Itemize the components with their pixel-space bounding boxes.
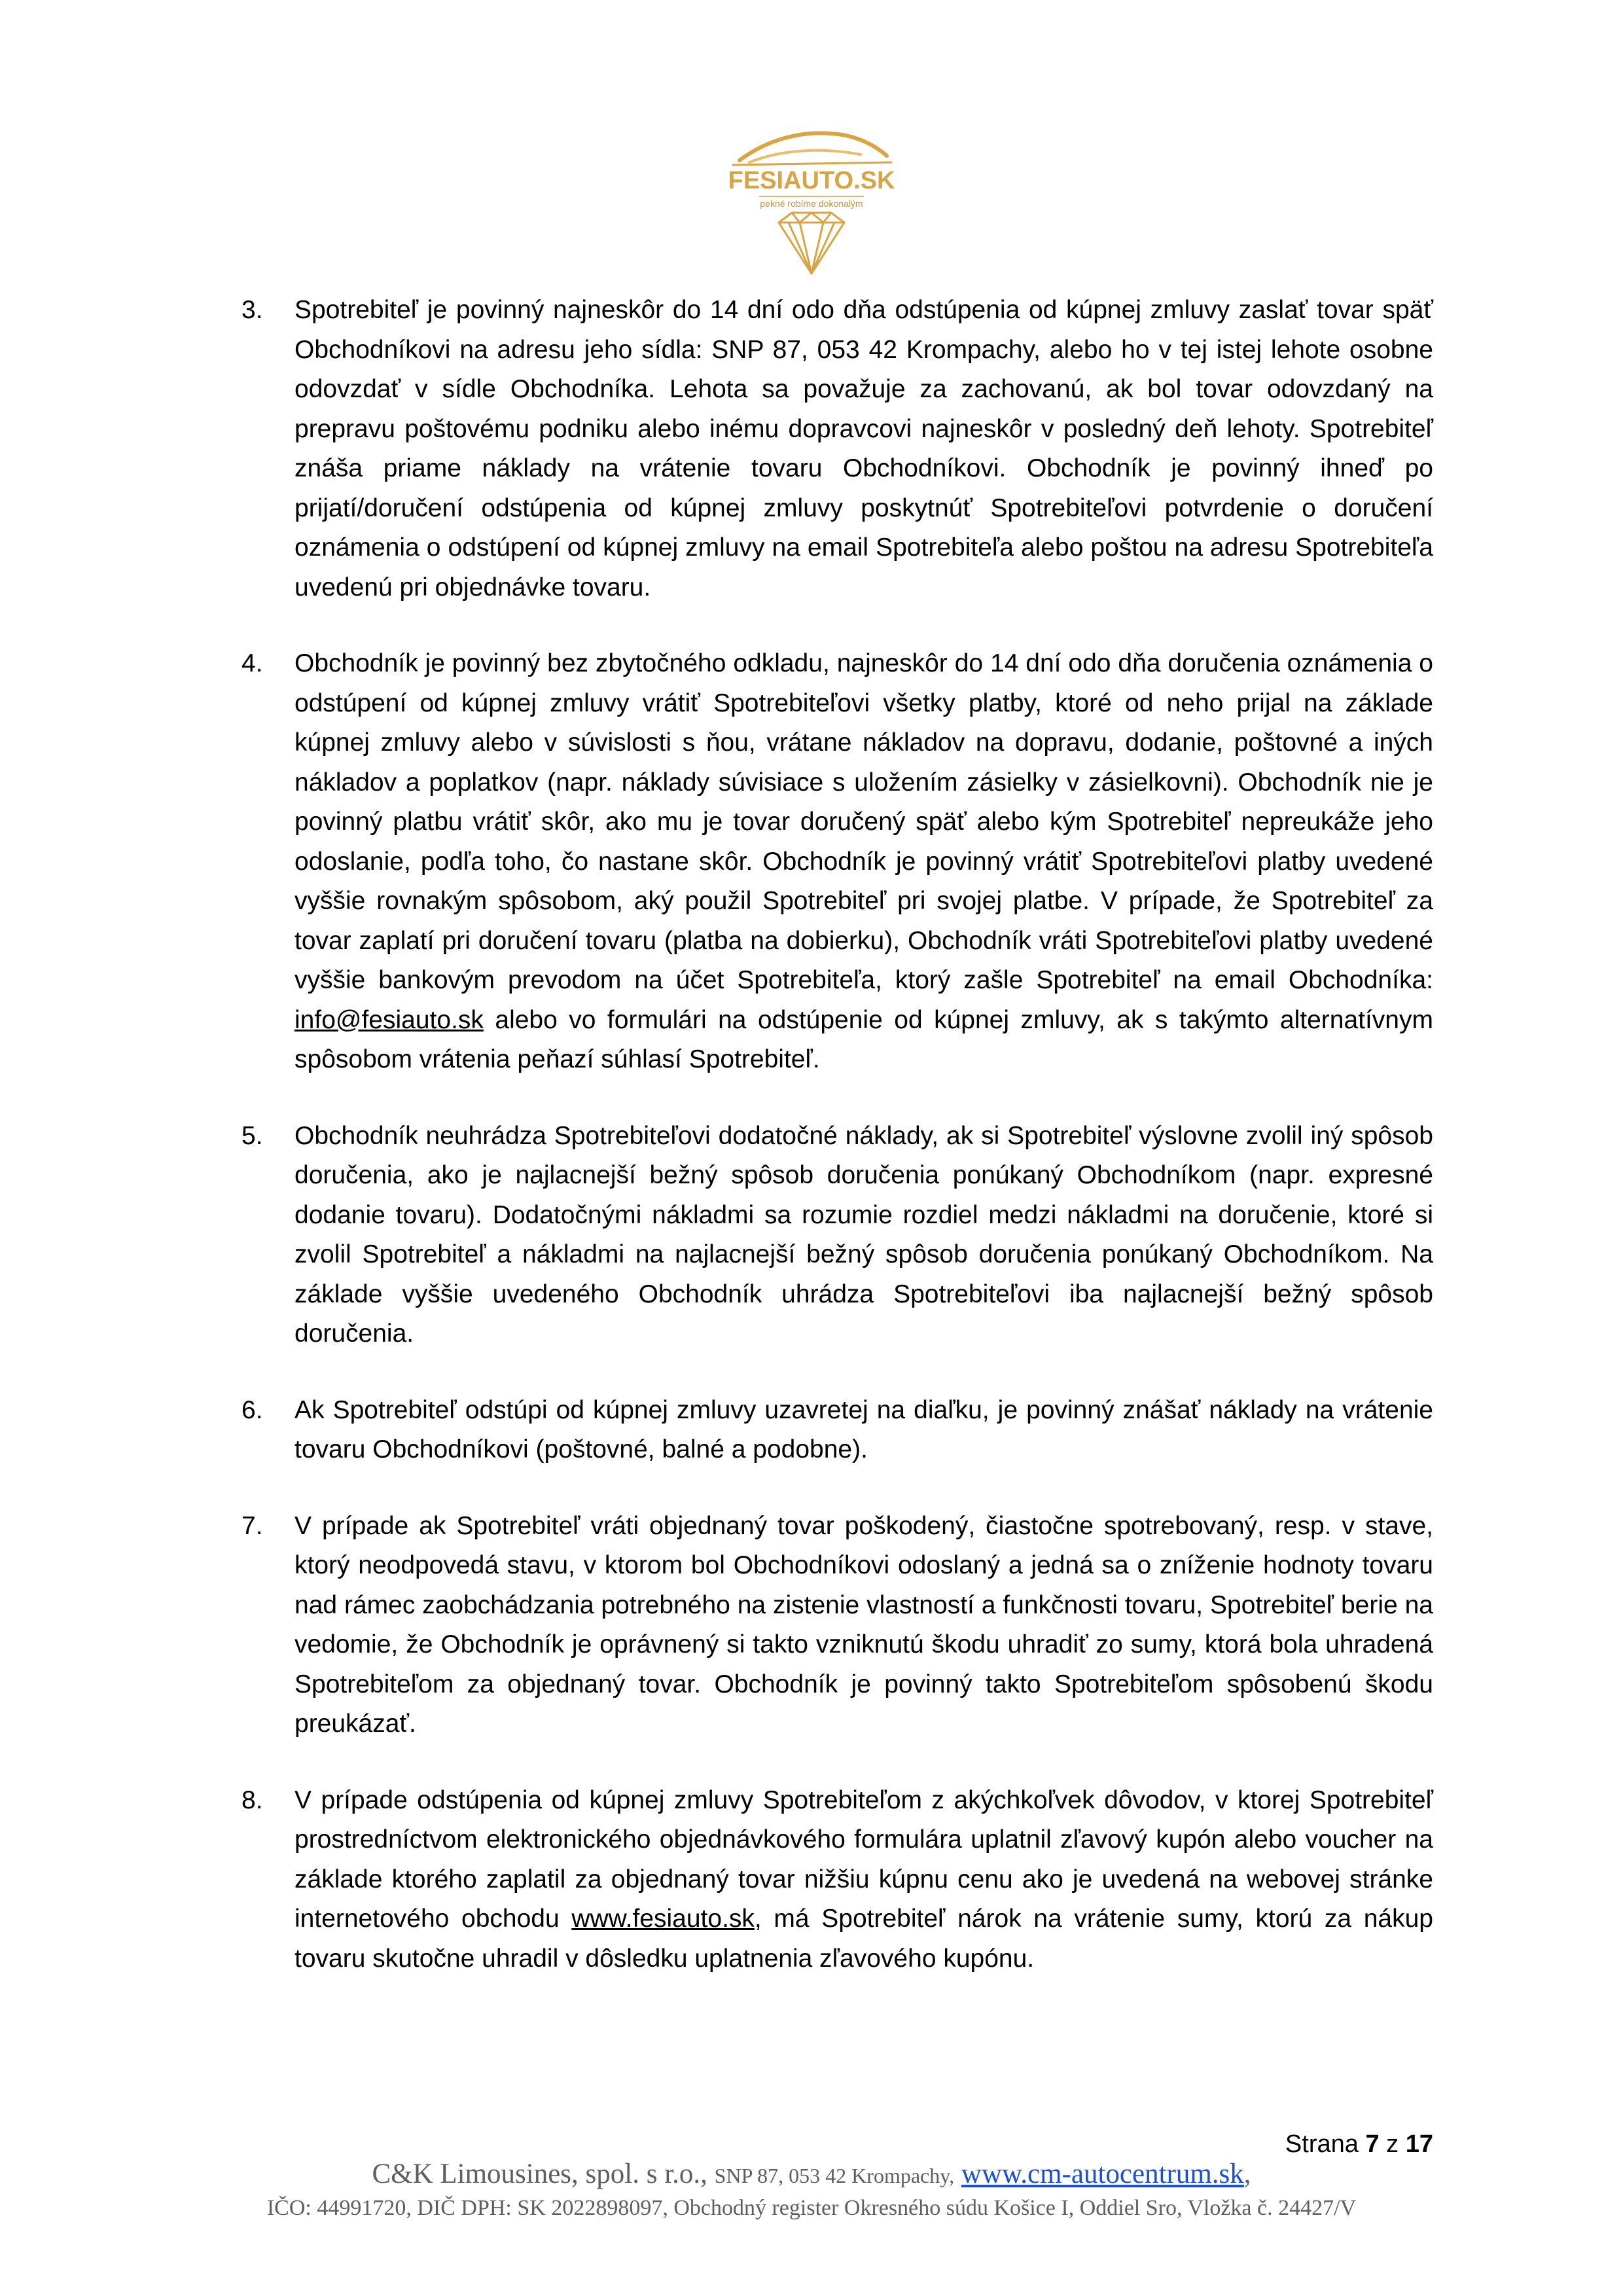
list-item xyxy=(236,1507,1433,1744)
item-text: Obchodník neuhrádza Spotrebiteľovi dodatočné náklady, ak si Spotrebiteľ výslovne zvolil iný spôsob doručenia, ako je najlacnejší bežný spôsob doručenia ponúkaný Obchodníkom (napr. expresné dodanie tovaru). Dodatočnými nákladmi sa rozumie rozdiel medzi nákladmi na doručenie, ktoré si zvolil Spotrebiteľ a nákladmi na najlacnejší bežný spôsob doručenia ponúkaný Obchodníkom. Na základe vyššie uvedeného Obchodník uhrádza Spotrebiteľovi iba najlacnejší bežný spôsob doručenia. xyxy=(294,1121,1433,1348)
item-text-continued: , má Spotrebiteľ nárok na vrátenie sumy, ktorú za nákup tovaru skutočne uhradil v dôsledku uplatnenia zľavového kupónu. xyxy=(294,1905,1434,1973)
website-link[interactable]: www.fesiauto.sk xyxy=(571,1905,755,1933)
logo-text: FESIAUTO.SK xyxy=(728,167,895,194)
item-number: 5. xyxy=(241,1121,263,1150)
item-number: 8. xyxy=(241,1785,263,1814)
page-separator: z xyxy=(1386,2130,1399,2158)
list-item xyxy=(236,644,1433,1080)
item-text: Obchodník je povinný bez zbytočného odkladu, najneskôr do 14 dní odo dňa doručenia oznámenia o odstúpení od kúpnej zmluvy vrátiť Spotrebiteľovi všetky platby, ktoré od neho prijal na základe kúpnej zmluvy alebo v súvislosti s ňou, vrátane nákladov na dopravu, dodanie, poštovné a iných nákladov a poplatkov (napr. náklady súvisiace s uložením zásielky v zásielkovni). Obchodník nie je povinný platbu vrátiť skôr, ako mu je tovar doručený späť alebo kým Spotrebiteľ nepreukáže jeho odoslanie, podľa toho, čo nastane skôr. Obchodník je povinný vrátiť Spotrebiteľovi platby uvedené vyššie rovnakým spôsobom, aký použil Spotrebiteľ pri svojej platbe. V prípade, že Spotrebiteľ za tovar zaplatí pri doručení tovaru (platba na dobierku), Obchodník vráti Spotrebiteľovi platby uvedené vyššie bankovým prevodom na účet Spotrebiteľa, ktorý zašle Spotrebiteľ na email Obchodníka: xyxy=(294,649,1433,994)
list-item xyxy=(236,1781,1433,1979)
page-label: Strana xyxy=(1285,2130,1359,2158)
item-text: V prípade ak Spotrebiteľ vráti objednaný tovar poškodený, čiastočne spotrebovaný, resp. v stave, ktorý neodpovedá stavu, v ktorom bol Obchodníkovi odoslaný a jedná sa o zníženie hodnoty tovaru nad rámec zaobchádzania potrebného na zistenie vlastností a funkčnosti tovaru, Spotrebiteľ berie na vedomie, že Obchodník je oprávnený si takto vzniknutú škodu uhradiť zo sumy, ktorá bola uhradená Spotrebiteľom za objednaný tovar. Obchodník je povinný takto Spotrebiteľom spôsobenú škodu preukázať. xyxy=(294,1511,1433,1738)
logo-graphic xyxy=(720,124,903,281)
footer-registry: IČO: 44991720, DIČ DPH: SK 2022898097, Obchodný register Okresného súdu Košice I, Oddiel Sro, Vložka č. 24427/V xyxy=(266,2196,1357,2220)
item-text: Ak Spotrebiteľ odstúpi od kúpnej zmluvy uzavretej na diaľku, je povinný znášať náklady na vrátenie tovaru Obchodníkovi (poštovné, balné a podobne). xyxy=(294,1395,1433,1463)
item-number: 7. xyxy=(241,1511,263,1540)
page-number xyxy=(1285,2130,1433,2159)
page-total: 17 xyxy=(1405,2130,1433,2158)
item-text-continued: alebo vo formulári na odstúpenie od kúpnej zmluvy, ak s takýmto alternatívnym spôsobom vrátenia peňazí súhlasí Spotrebiteľ. xyxy=(294,1005,1433,1073)
fesiauto-logo xyxy=(720,124,903,281)
page-current: 7 xyxy=(1365,2130,1380,2158)
list-item xyxy=(236,291,1433,607)
item-number: 6. xyxy=(241,1395,263,1424)
item-number: 4. xyxy=(241,649,263,677)
list-item xyxy=(236,1117,1433,1354)
document-body xyxy=(236,291,1433,2015)
footer-company: C&K Limousines, spol. s r.o., xyxy=(372,2159,707,2189)
email-link[interactable]: info@fesiauto.sk xyxy=(294,1005,484,1034)
footer-company-line xyxy=(0,2158,1623,2190)
item-text: V prípade odstúpenia od kúpnej zmluvy Spotrebiteľom z akýchkoľvek dôvodov, v ktorej Spotrebiteľ prostredníctvom elektronického objednávkového formulára uplatnil zľavový kupón alebo voucher na základe ktorého zaplatil za objednaný tovar nižšiu kúpnu cenu ako je uvedená na webovej stránke internetového obchodu xyxy=(294,1785,1433,1933)
diamond-icon xyxy=(779,213,844,274)
footer-trailing: , xyxy=(1243,2159,1251,2189)
item-text: Spotrebiteľ je povinný najneskôr do 14 dní odo dňa odstúpenia od kúpnej zmluvy zaslať tovar späť Obchodníkovi na adresu jeho sídla: SNP 87, 053 42 Krompachy, alebo ho v tej istej lehote osobne odovzdať v sídle Obchodníka. Lehota sa považuje za zachovanú, ak bol tovar odovzdaný na prepravu poštovému podniku alebo inému dopravcovi najneskôr v posledný deň lehoty. Spotrebiteľ znáša priame náklady na vrátenie tovaru Obchodníkovi. Obchodník je povinný ihneď po prijatí/doručení odstúpenia od kúpnej zmluvy poskytnúť Spotrebiteľovi potvrdenie o doručení oznámenia o odstúpení od kúpnej zmluvy na email Spotrebiteľa alebo poštou na adresu Spotrebiteľa uvedenú pri objednávke tovaru. xyxy=(294,296,1433,601)
footer-website-link[interactable]: www.cm-autocentrum.sk xyxy=(961,2159,1244,2189)
footer-address: SNP 87, 053 42 Krompachy, xyxy=(714,2164,955,2187)
list-item xyxy=(236,1391,1433,1470)
logo-tagline: pekné robíme dokonalým xyxy=(760,198,863,209)
item-number: 3. xyxy=(241,296,263,324)
